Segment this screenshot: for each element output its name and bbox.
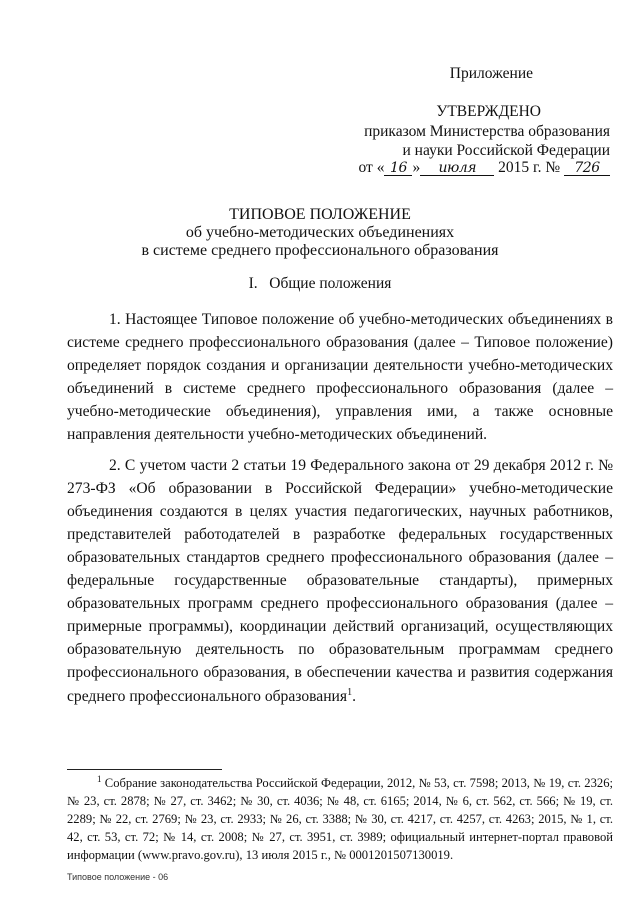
document-subtitle-1: об учебно-методических объединениях (185, 224, 455, 241)
footnote-marker: 1 (97, 773, 102, 784)
date-prefix: от « (358, 159, 385, 176)
order-line-1: приказом Министерства образования (364, 123, 610, 140)
order-line-2: и науки Российской Федерации (402, 142, 610, 159)
document-subtitle-2: в системе среднего профессионального образования (141, 242, 499, 259)
handwritten-order-number: 726 (564, 161, 610, 176)
body-text (67, 308, 613, 708)
date-year: 2015 г. № (498, 159, 561, 176)
paragraph-2-text: 2. С учетом части 2 статьи 19 Федерального закона от 29 декабря 2012 г. № 273-ФЗ «Об образовании в Российской Федерации» учебно-методические объединения создаются в целях участия педагогических, научных работников, представителей работодателей в разработке федеральных государственных образовательных стандартов среднего профессионального образования (далее – федеральные государственные образовательные стандарты), примерных образовательных программ среднего профессионального образования (далее – примерные программы), координации действий организаций, осуществляющих образовательную деятельность по образовательным программам среднего профессионального образования, в обеспечении качества и развития содержания среднего профессионального образования (67, 456, 613, 705)
order-date-line (359, 158, 610, 178)
paragraph-1: 1. Настоящее Типовое положение об учебно-методических объединениях в системе среднего профессионального образования (далее – Типовое положение) определяет порядок создания и организации деятельности учебно-методических объединений в системе среднего профессионального образования (далее – учебно-методические объединения), управления ими, а также основные направления деятельности учебно-методических объединений. (67, 311, 613, 444)
handwritten-month: июля (420, 161, 494, 176)
date-mid: » (412, 159, 421, 176)
approved-stamp: УТВЕРЖДЕНО (436, 103, 541, 120)
handwritten-day: 16 (384, 161, 412, 176)
footnote (67, 774, 613, 864)
section-heading: I. Общие положения (248, 275, 392, 292)
document-title: ТИПОВОЕ ПОЛОЖЕНИЕ (229, 206, 411, 223)
footnote-reference: 1 (347, 686, 353, 698)
page-footer: Типовое положение - 06 (67, 872, 169, 882)
appendix-label: Приложение (449, 65, 533, 82)
footnote-separator (67, 769, 222, 770)
footnote-text: Собрание законодательства Российской Федерации, 2012, № 53, ст. 7598; 2013, № 19, ст. 2326; № 23, ст. 2878; № 27, ст. 3462; № 30, ст. 4036; № 48, ст. 6165; 2014, № 6, ст. 562, ст. 566; № 19, ст. 2289; № 22, ст. 2769; № 23, ст. 2933; № 26, ст. 3388; № 30, ст. 4217, ст. 4257, ст. 4263; 2015, № 1, ст. 42, ст. 53, ст. 72; № 14, ст. 2008; № 27, ст. 3951, ст. 3989; официальный интернет-портал правовой информации (www.pravo.gov.ru), 13 июля 2015 г., № 0001201507130019. (67, 776, 613, 862)
paragraph-2: 2. С учетом части 2 статьи 19 Федерального закона от 29 декабря 2012 г. № 273-ФЗ «Об образовании в Российской Федерации» учебно-методические объединения создаются в целях участия педагогических, научных работников, представителей работодателей в разработке федеральных государственных образовательных стандартов среднего профессионального образования (далее – федеральные государственные образовательные стандарты), примерных образовательных программ среднего профессионального образования (далее – примерные программы), координации действий организаций, осуществляющих образовательную деятельность по образовательным программам среднего профессионального образования, в обеспечении качества и развития содержания среднего профессионального образования$^1$. (67, 456, 613, 705)
